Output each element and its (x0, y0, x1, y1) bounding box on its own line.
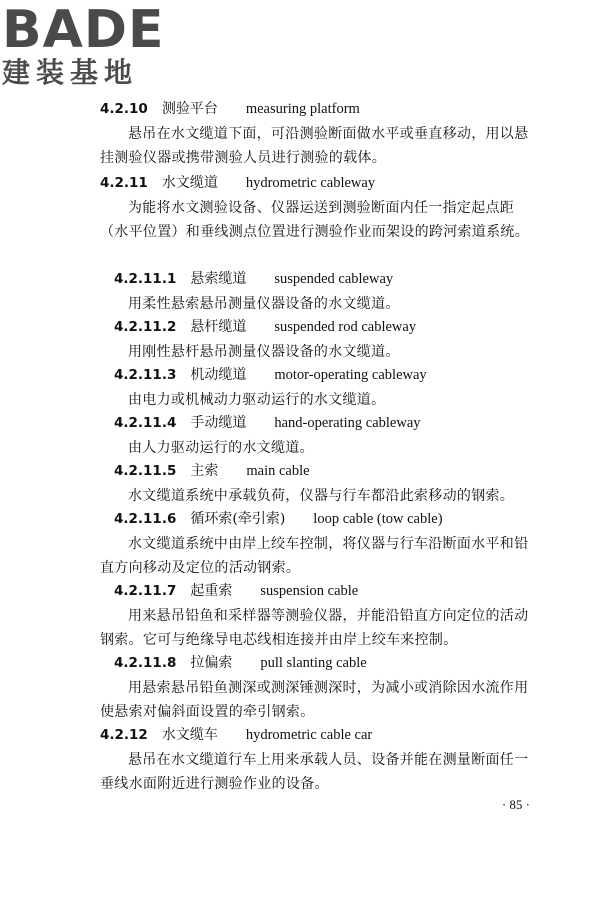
entry-term-zh: 水文缆道 (161, 175, 218, 191)
entry-description: 悬吊在水文缆道下面，可沿测验断面做水平或垂直移动，用以悬挂测验仪器或携带测验人员进行测验的载体。 (100, 126, 529, 166)
entry-description: 由电力或机械动力驱动运行的水文缆道。 (128, 392, 386, 408)
entry-number: 4.2.12 (100, 727, 148, 743)
entry-term-zh: 循环索(牵引索) (190, 511, 286, 527)
entry-term-en: suspension cable (260, 583, 359, 599)
entry-description: 用来悬吊铅鱼和采样器等测验仪器，并能沿铅直方向定位的活动钢索。它可与绝缘导电芯线相连接并由岸上绞车来控制。 (100, 608, 529, 648)
page-number: · 85 · (501, 797, 530, 812)
entry-term-zh: 悬索缆道 (190, 271, 247, 287)
entry-number: 4.2.11.5 (114, 463, 177, 479)
entry-number: 4.2.11.1 (114, 271, 177, 287)
entry-number: 4.2.11.3 (114, 367, 177, 383)
entry-description: 悬吊在水文缆道行车上用来承载人员、设备并能在测量断面任一垂线水面附近进行测验作业的设备。 (100, 752, 529, 792)
entry-term-en: measuring platform (245, 101, 360, 117)
entry-term-zh: 机动缆道 (190, 367, 247, 383)
entry-description: 由人力驱动运行的水文缆道。 (128, 440, 314, 456)
entry-description: 水文缆道系统中由岸上绞车控制，将仪器与行车沿断面水平和铅直方向移动及定位的活动钢索。 (100, 536, 529, 576)
entry-heading (114, 581, 358, 601)
entry-description: 为能将水文测验设备、仪器运送到测验断面内任一指定起点距（水平位置）和垂线测点位置进行测验作业而架设的跨河索道系统。 (100, 200, 529, 240)
entry-term-zh: 手动缆道 (190, 415, 247, 431)
entry-number: 4.2.10 (100, 101, 148, 117)
entry-term-en: suspended rod cableway (274, 319, 417, 335)
entry-number: 4.2.11.4 (114, 415, 177, 431)
entry-description: 水文缆道系统中承载负荷，仪器与行车都沿此索移动的钢索。 (128, 488, 515, 504)
entry-heading (114, 461, 310, 481)
entry-term-en: motor-operating cableway (274, 367, 427, 383)
entry-term-zh: 起重索 (190, 583, 233, 599)
entry-term-en: loop cable (tow cable) (313, 511, 443, 527)
entry-term-en: main cable (246, 463, 310, 479)
entry-term-zh: 水文缆车 (161, 727, 218, 743)
entry-number: 4.2.11.6 (114, 511, 177, 527)
entry-term-en: hydrometric cableway (245, 175, 376, 191)
entry-heading (100, 99, 360, 119)
entry-heading (114, 317, 416, 337)
entry-heading (114, 365, 427, 385)
entry-heading (100, 725, 372, 745)
entry-heading (114, 269, 393, 289)
brand-logo (2, 0, 182, 90)
entry-description: 用悬索悬吊铅鱼测深或测深锤测深时，为减小或消除因水流作用使悬索对偏斜面设置的牵引钢索。 (100, 680, 529, 720)
entry-term-zh: 测验平台 (161, 101, 218, 117)
entry-term-zh: 悬杆缆道 (190, 319, 247, 335)
entry-number: 4.2.11 (100, 175, 148, 191)
entry-heading (100, 173, 375, 193)
entry-term-en: hydrometric cable car (245, 727, 373, 743)
entry-heading (114, 653, 367, 673)
entry-term-zh: 主索 (190, 463, 219, 479)
entry-number: 4.2.11.7 (114, 583, 177, 599)
entry-description: 用柔性悬索悬吊测量仪器设备的水文缆道。 (128, 296, 400, 312)
logo-brand-text: BADE (2, 0, 165, 60)
entry-term-en: suspended cableway (274, 271, 394, 287)
logo-subtitle: 建装基地 (2, 56, 139, 89)
entry-number: 4.2.11.8 (114, 655, 177, 671)
entry-term-en: pull slanting cable (260, 655, 367, 671)
entry-description: 用刚性悬杆悬吊测量仪器设备的水文缆道。 (128, 344, 400, 360)
entry-heading (114, 509, 443, 529)
entry-number: 4.2.11.2 (114, 319, 177, 335)
entry-term-zh: 拉偏索 (190, 655, 233, 671)
entry-heading (114, 413, 421, 433)
entry-term-en: hand-operating cableway (274, 415, 421, 431)
